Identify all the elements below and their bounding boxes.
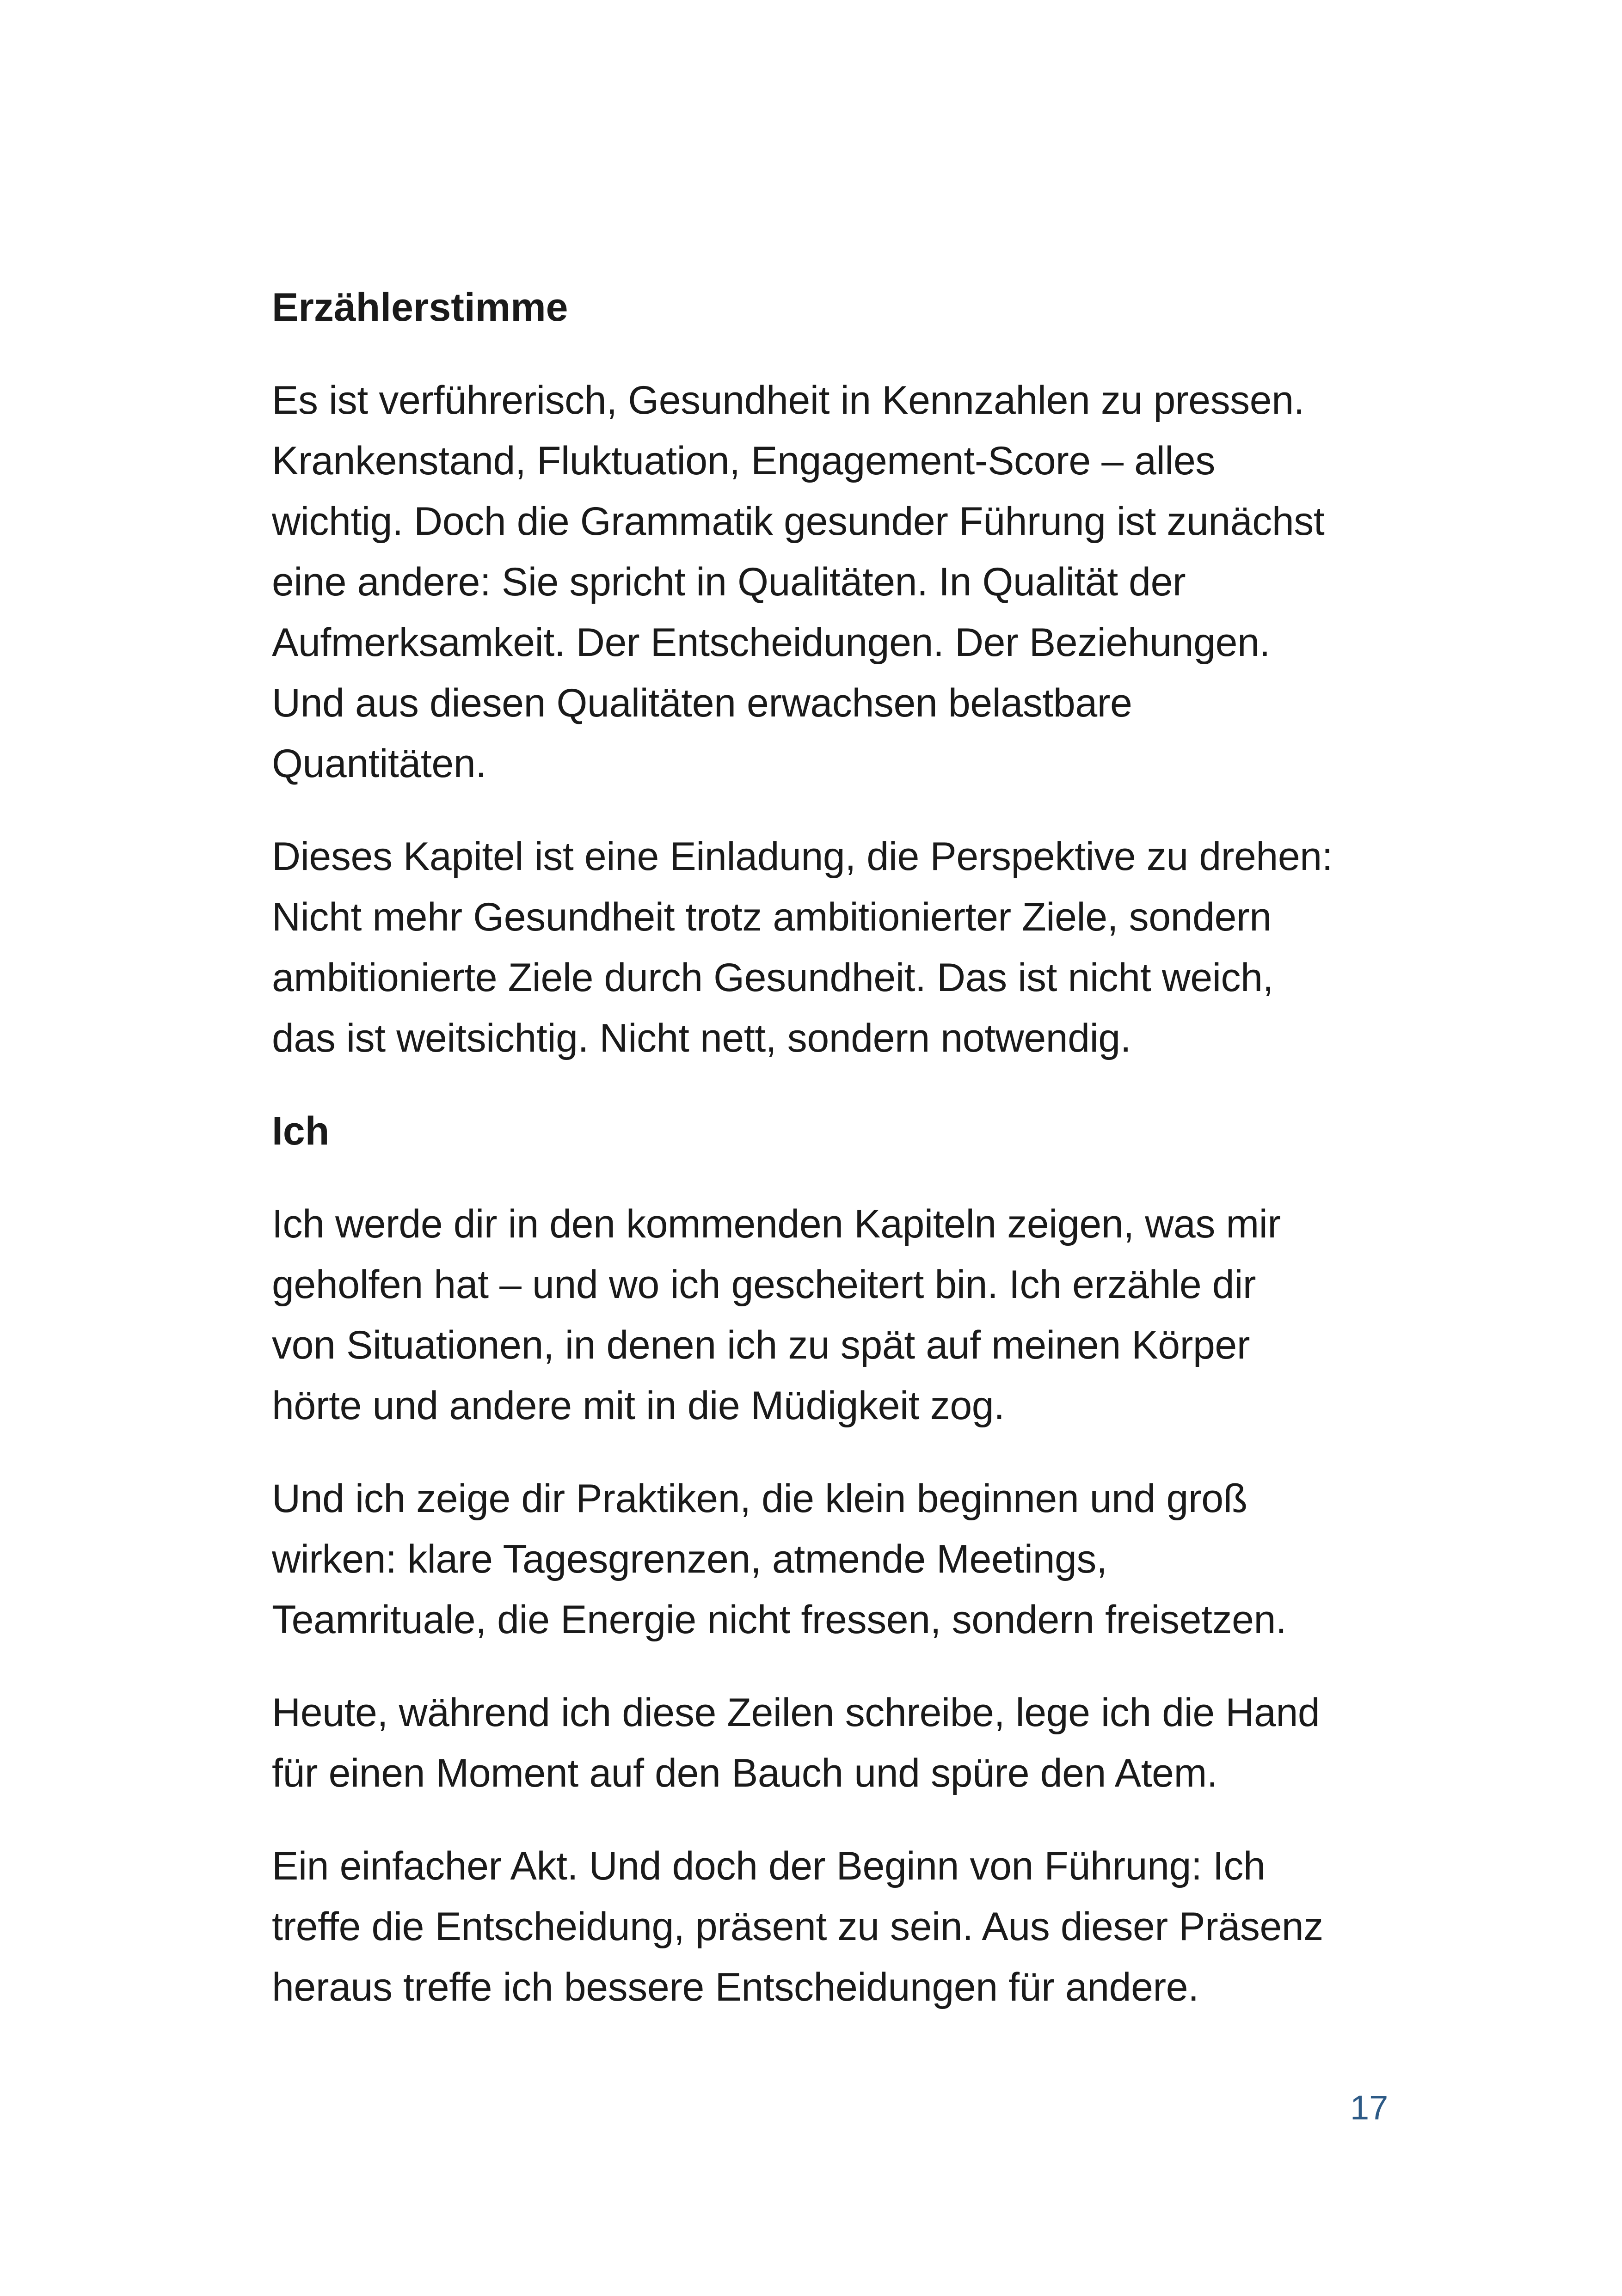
paragraph (272, 1683, 1400, 1804)
text-line: für einen Moment auf den Bauch und spüre den Atem. (272, 1751, 1218, 1795)
text-line: Quantitäten. (272, 741, 486, 786)
text-line: Ein einfacher Akt. Und doch der Beginn von Führung: Ich (272, 1844, 1266, 1888)
section-heading-ich: Ich (272, 1109, 330, 1153)
text-line: hörte und andere mit in die Müdigkeit zog. (272, 1384, 1005, 1428)
text-line: ambitionierte Ziele durch Gesundheit. Das ist nicht weich, (272, 955, 1274, 1000)
text-line: Und aus diesen Qualitäten erwachsen belastbare (272, 681, 1132, 725)
text-line: Nicht mehr Gesundheit trotz ambitionierter Ziele, sondern (272, 895, 1272, 939)
text-line: heraus treffe ich bessere Entscheidungen für andere. (272, 1965, 1199, 2009)
paragraph (272, 1836, 1400, 2018)
text-line: von Situationen, in denen ich zu spät auf meinen Körper (272, 1323, 1250, 1367)
paragraph (272, 1469, 1400, 1650)
paragraph (272, 1194, 1400, 1436)
text-line: eine andere: Sie spricht in Qualitäten. In Qualität der (272, 560, 1186, 604)
text-line: Ich werde dir in den kommenden Kapiteln zeigen, was mir (272, 1202, 1281, 1246)
text-line: wirken: klare Tagesgrenzen, atmende Meetings, (272, 1537, 1107, 1581)
text-line: Heute, während ich diese Zeilen schreibe, lege ich die Hand (272, 1690, 1320, 1735)
text-line: das ist weitsichtig. Nicht nett, sondern notwendig. (272, 1016, 1131, 1060)
text-line: Und ich zeige dir Praktiken, die klein beginnen und groß (272, 1476, 1247, 1521)
text-line: Teamrituale, die Energie nicht fressen, sondern freisetzen. (272, 1598, 1287, 1642)
text-line: treffe die Entscheidung, präsent zu sein. Aus dieser Präsenz (272, 1904, 1323, 1949)
text-line: wichtig. Doch die Grammatik gesunder Führung ist zunächst (272, 499, 1325, 544)
text-line: Aufmerksamkeit. Der Entscheidungen. Der Beziehungen. (272, 620, 1271, 665)
paragraph (272, 827, 1400, 1069)
text-line: geholfen hat – und wo ich gescheitert bin. Ich erzähle dir (272, 1262, 1256, 1307)
text-line: Es ist verführerisch, Gesundheit in Kennzahlen zu pressen. (272, 378, 1305, 422)
section-heading-narrator: Erzählerstimme (272, 285, 568, 330)
page-content (272, 277, 1400, 2050)
paragraph (272, 370, 1400, 794)
text-line: Dieses Kapitel ist eine Einladung, die Perspektive zu drehen: (272, 834, 1333, 879)
page-number: 17 (1350, 2088, 1389, 2127)
text-line: Krankenstand, Fluktuation, Engagement-Score – alles (272, 439, 1216, 483)
